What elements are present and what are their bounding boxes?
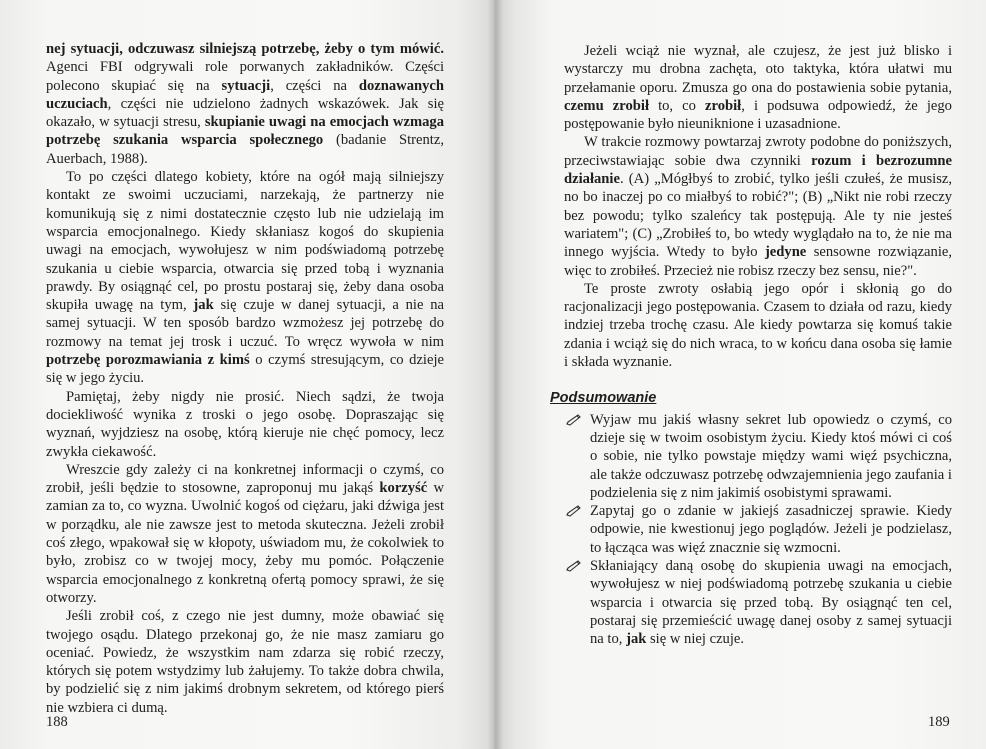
text-run: Zapytaj go o zdanie w jakiejś zasadniczej sprawie. Kiedy odpowie, nie kwestionuj jego poglądów. Jeżeli je podzielasz, to łącząca was więź znacznie się wzmocni.	[590, 503, 952, 556]
text-run: W trakcie rozmowy powtarzaj zwroty podobne do poniższych, przeciwstawiając sobie dwa czynniki	[564, 134, 952, 169]
bold-text: sytuacji	[221, 77, 271, 94]
paragraph	[564, 42, 952, 133]
pencil-icon	[566, 505, 582, 517]
bold-text: jak	[626, 631, 647, 648]
text-run: . (A) „Mógłbyś to zrobić, tylko jeśli czułeś, że musisz, no bo inaczej po co miałbyś to robić?"; (B) „Nikt nie robi rzeczy bez powodu; tylko szaleńcy tak postępują. Ale ty nie jesteś wariatem"; (C) „Zrobiłeś to, bo wtedy wyglądało na to, że nie ma innego wyjścia. Wtedy to było	[564, 171, 952, 261]
text-run: Agenci FBI odgrywali role porwanych zakładników. Części polecono skupiać się na	[46, 59, 444, 94]
text-run: to, co	[649, 97, 706, 114]
book-gutter	[487, 0, 503, 749]
pencil-icon	[566, 560, 582, 572]
text-run: sensowne rozwiązanie, więc to zrobiłeś. Przecież nie robisz rzeczy bez sensu, nie?".	[564, 244, 952, 279]
text-run: się czuje w danej sytuacji, a nie na samej sytuacji. W ten sposób bardzo wzmożesz jej potrzebę do rozmowy na temat jej trosk i uczuć. To wręcz wywoła w nim	[46, 297, 444, 350]
text-run: To po części dlatego kobiety, które na ogół mają silniejszy kontakt ze swoimi uczuciami, narzekają, że partnerzy nie komunikują się z nimi dostatecznie często lub nie udzielają im wsparcia emocjonalnego. Kiedy skłaniasz kogoś do skupienia uwagi na emocjach, wywołujesz w nim podświadomą potrzebę szukania u ciebie wsparcia, otwarcia się przed tobą i wyznania prawdy. By osiągnąć cel, po prostu postaraj się, żeby dana osoba skupiła uwagę na tym,	[46, 169, 444, 314]
text-run: w zamian za to, co wyzna. Uwolnić kogoś od ciężaru, jaki dźwiga jest w porządku, ale nie zawsze jest to metoda skuteczna. Jeżeli zrobił coś złego, wpakował się w kłopoty, uświadom mu, że cokolwiek to było, zrobisz co w twojej mocy, żeby mu pomóc. Połączenie wsparcia emocjonalnego z konkretną ofertą pomocy sprawi, że się otworzy.	[46, 480, 444, 606]
bold-text: jedyne	[764, 244, 807, 261]
bold-text: czemu zrobił	[564, 97, 649, 114]
text-run: (badanie Strentz, Auerbach, 1988).	[46, 132, 444, 167]
bold-text: doznawanych uczuciach	[46, 77, 445, 112]
text-run: , i podsuwa odpowiedź, że jego postępowanie było nieuniknione i uzasadnione.	[564, 97, 952, 133]
page-number: 188	[46, 714, 68, 730]
text-run: się w niej czuje.	[646, 631, 745, 648]
bold-text: zrobił	[705, 97, 742, 114]
page-number: 189	[928, 714, 950, 730]
text-run: o czymś stresującym, co dzieje się w jego życiu.	[46, 352, 444, 387]
paragraph	[46, 607, 444, 717]
left-page-text	[46, 40, 444, 717]
paragraph	[46, 168, 444, 388]
summary-item-text	[590, 503, 952, 556]
summary-item-text	[590, 412, 952, 501]
paragraph	[46, 388, 444, 461]
right-page	[494, 0, 986, 749]
bold-text: korzyść	[379, 480, 428, 497]
bold-text: potrzebę porozmawiania z kimś	[46, 352, 250, 369]
bold-text: rozum i bezrozumne działanie	[564, 152, 952, 188]
paragraph	[46, 40, 444, 168]
text-run: Skłaniający daną osobę do skupienia uwagi na emocjach, wywołujesz w niej podświadomą potrzebę szukania u ciebie wsparcia i otwarcia się przed tobą. By osiągnąć ten cel, postaraj się przemieścić uwagę danej osoby z samej sytuacji na to,	[590, 558, 952, 648]
text-run: , części na	[270, 77, 359, 94]
bold-text: nej sytuacji, odczuwasz silniejszą potrzebę, żeby o tym mówić.	[46, 41, 444, 57]
text-run: Te proste zwroty osłabią jego opór i skłonią go do racjonalizacji jego postępowania. Czasem to działa od razu, kiedy indziej trzeba trochę czasu. Ale kiedy powtarza się komuś takie zdania i wciąż się do nich wraca, to w końcu dana osoba się łamie i składa wyznanie.	[564, 280, 952, 371]
pencil-icon	[566, 414, 582, 426]
text-run: Wreszcie gdy zależy ci na konkretnej informacji o czymś, co zrobił, jeśli będzie to stosowne, zaproponuj mu jakąś	[46, 461, 444, 497]
paragraph	[564, 133, 952, 279]
paragraph	[564, 280, 952, 371]
summary-list	[564, 411, 952, 649]
bold-text: skupianie uwagi na emocjach wzmaga potrzebę szukania wsparcia społecznego	[46, 114, 444, 149]
text-run: Wyjaw mu jakiś własny sekret lub opowiedz o czymś, co dzieje się w twoim osobistym życiu. Kiedy ktoś mówi ci coś o sobie, nie tylko powstaje między wami więź psychiczna, ale także odczuwasz potrzebę odwzajemnienia jego zaufania i podzielenia się z nim jakimiś osobistymi sprawami.	[590, 411, 952, 501]
summary-item	[564, 411, 952, 502]
summary-item	[564, 557, 952, 648]
text-run: Jeśli zrobił coś, z czego nie jest dumny, może obawiać się twojego osądu. Dlatego przekonaj go, że nie masz zamiaru go oceniać. Powiedz, że wszystkim nam zdarza się robić rzeczy, których się potem wstydzimy lub żałujemy. To także dobra chwila, by podzielić się z nim jakimś drobnym sekretem, od którego pierś nie wzbiera ci dumą.	[46, 608, 444, 716]
summary-heading: Podsumowanie	[550, 390, 657, 407]
summary-item-text	[590, 558, 952, 647]
text-run: , części nie udzielono żadnych wskazówek. Jak się okazało, w sytuacji stresu,	[46, 95, 444, 131]
text-run: Pamiętaj, żeby nigdy nie prosić. Niech sądzi, że twoja dociekliwość wynika z troski o jego osobę. Dopraszając się wyznań, wyjdziesz na osobę, którą kieruje nie chęć pomocy, lecz zwykła ciekawość.	[46, 388, 444, 460]
paragraph	[46, 461, 444, 607]
right-page-text	[550, 42, 952, 649]
bold-text: jak	[193, 297, 214, 314]
text-run: Jeżeli wciąż nie wyznał, ale czujesz, że jest już blisko i wystarczy mu drobna zachęta, oto taktyka, która ułatwi mu przełamanie oporu. Zmusza go ona do postawienia sobie pytania,	[564, 43, 952, 96]
summary-item	[564, 502, 952, 557]
